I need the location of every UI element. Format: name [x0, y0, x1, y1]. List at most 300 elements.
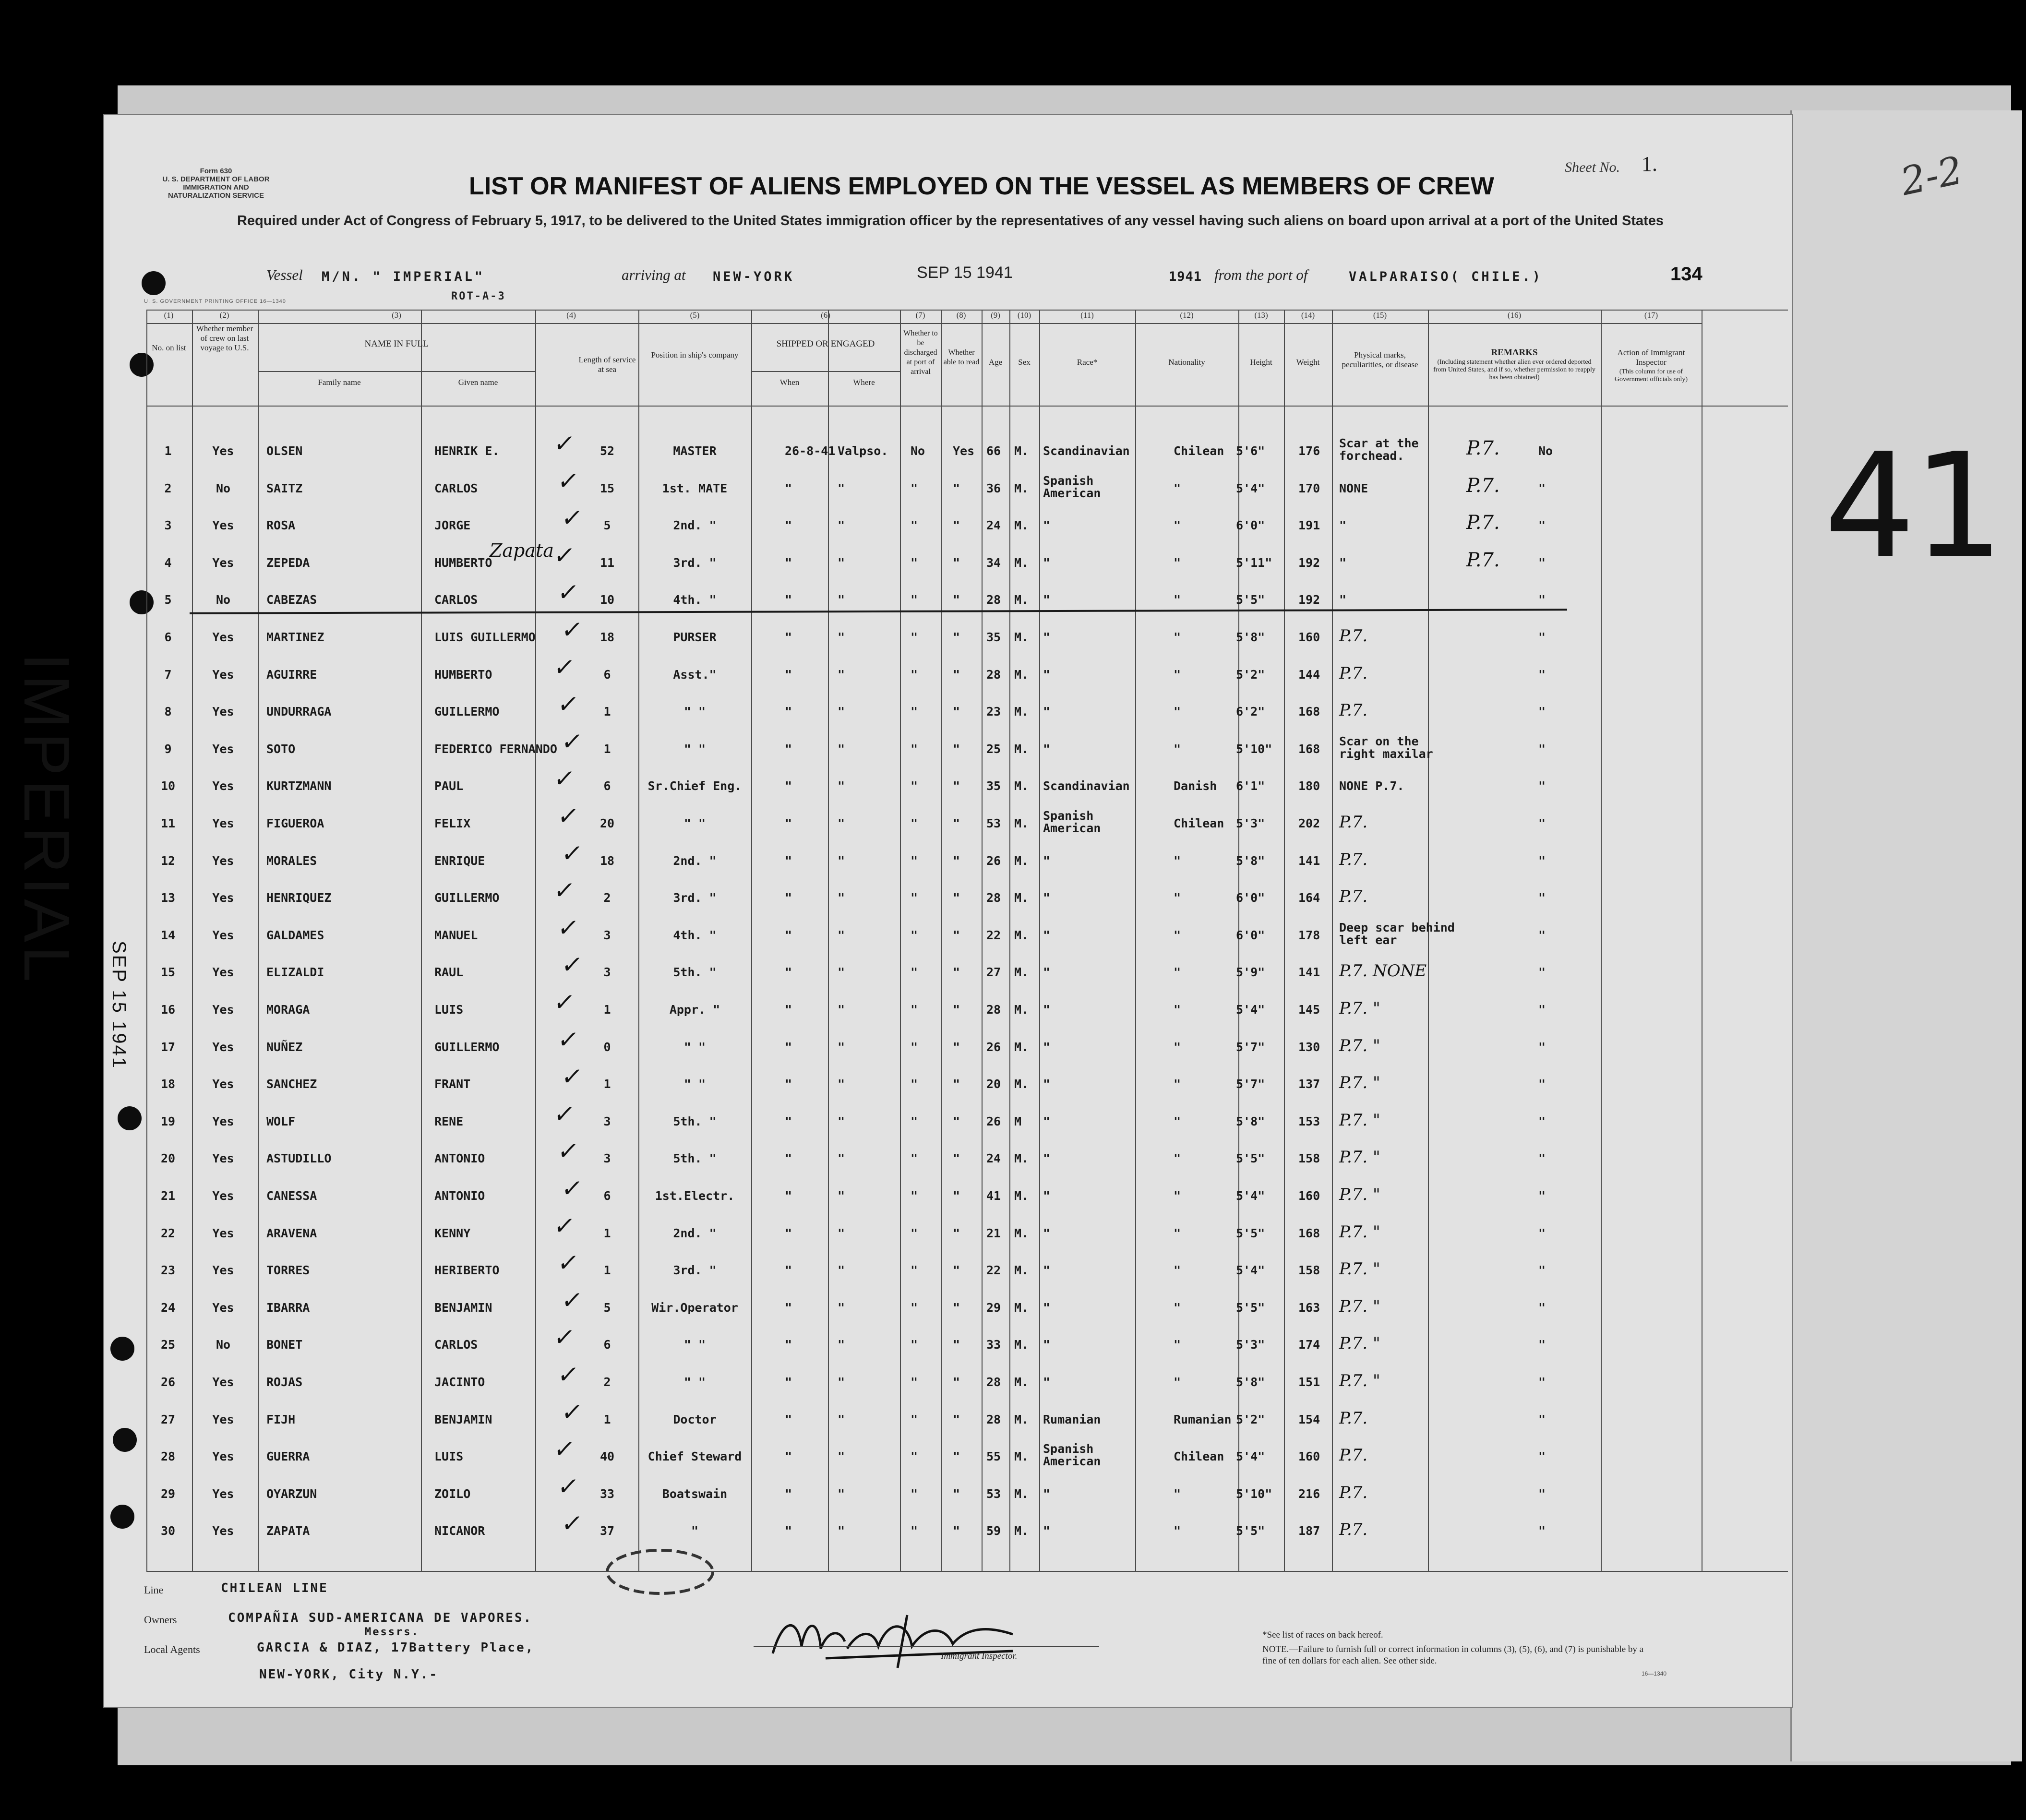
row-service-length: 3 — [603, 1151, 611, 1166]
row-sex: M. — [1014, 1412, 1029, 1426]
row-remarks: P.7. — [1466, 512, 1500, 534]
row-position: " " — [683, 1338, 706, 1352]
vessel-label: Vessel — [266, 266, 303, 283]
row-shipped-when: " — [785, 593, 792, 607]
checkmark-icon: ✓ — [559, 1174, 585, 1202]
row-service-length: 3 — [603, 1114, 611, 1128]
row-given-name: HENRIK E. — [434, 444, 500, 458]
row-sex: M. — [1014, 705, 1029, 719]
city-value: NEW-YORK, City N.Y.- — [259, 1667, 439, 1682]
row-race: Scandinavian — [1043, 779, 1130, 793]
row-given-name: GUILLERMO — [434, 1040, 500, 1054]
row-able-to-read: " — [953, 481, 960, 495]
row-discharged: " — [911, 667, 918, 682]
row-shipped-when: " — [785, 1003, 792, 1017]
row-shipped-where: " — [838, 742, 845, 756]
row-age: 66 — [986, 444, 1001, 458]
binder-hole — [142, 271, 166, 295]
row-age: 24 — [986, 1151, 1001, 1166]
row-nationality: Rumanian — [1174, 1412, 1232, 1426]
row-sex: M. — [1014, 779, 1029, 793]
row-service-length: 2 — [603, 891, 611, 905]
col-read-header: Whether able to read — [943, 348, 980, 366]
row-shipped-where: " — [838, 481, 845, 495]
row-height: 6'1" — [1236, 779, 1265, 793]
row-race: " — [1043, 1300, 1051, 1315]
row-weight: 191 — [1298, 518, 1320, 533]
row-service-length: 6 — [603, 779, 611, 793]
row-able-to-read: " — [953, 593, 960, 607]
row-shipped-where: " — [838, 928, 845, 942]
row-number: 6 — [164, 630, 172, 644]
margin-imperial-stamp: IMPERIAL — [11, 653, 83, 986]
row-physical-marks: P.7. " — [1339, 1073, 1380, 1093]
row-weight: 178 — [1298, 928, 1320, 942]
row-last-voyage: No — [216, 481, 231, 495]
checkmark-icon: ✓ — [555, 1472, 581, 1500]
row-shipped-when: " — [785, 1375, 792, 1389]
row-race: " — [1043, 1040, 1051, 1054]
ink-stamp-mark — [598, 1543, 722, 1601]
row-remarks-ditto: " — [1538, 1338, 1546, 1352]
row-sex: M. — [1014, 1226, 1029, 1240]
zepeda-handwritten-correction: Zapata — [490, 540, 554, 561]
row-weight: 168 — [1298, 742, 1320, 756]
row-nationality: " — [1174, 1077, 1181, 1091]
row-number: 13 — [160, 891, 176, 905]
checkmark-icon: ✓ — [559, 504, 585, 532]
row-height: 6'0" — [1236, 928, 1265, 942]
row-able-to-read: " — [953, 1077, 960, 1091]
column-rule — [638, 310, 639, 1572]
row-number: 14 — [160, 928, 176, 942]
row-shipped-when: " — [785, 1300, 792, 1315]
row-weight: 151 — [1298, 1375, 1320, 1389]
row-nationality: " — [1174, 965, 1181, 980]
row-age: 33 — [986, 1338, 1001, 1352]
row-shipped-when: " — [785, 1114, 792, 1128]
row-race: " — [1043, 1486, 1051, 1501]
row-service-length: 33 — [599, 1486, 615, 1501]
row-service-length: 37 — [599, 1524, 615, 1538]
row-remarks-ditto: " — [1538, 630, 1546, 644]
row-shipped-where: " — [838, 555, 845, 570]
row-last-voyage: Yes — [212, 444, 234, 458]
row-sex: M. — [1014, 481, 1029, 495]
checkmark-icon: ✓ — [555, 1137, 581, 1165]
row-age: 25 — [986, 742, 1001, 756]
col-marks-header: Physical marks, peculiarities, or disease — [1342, 350, 1418, 369]
row-remarks-ditto: " — [1538, 853, 1546, 868]
row-number: 27 — [160, 1412, 176, 1426]
row-position: Wir.Operator — [651, 1300, 738, 1315]
agents-value: GARCIA & DIAZ, 17Battery Place, — [257, 1640, 535, 1655]
row-number: 22 — [160, 1226, 176, 1240]
row-physical-marks: P.7. NONE — [1339, 961, 1427, 981]
checkmark-icon: ✓ — [551, 1100, 577, 1128]
row-weight: 160 — [1298, 1189, 1320, 1203]
row-shipped-when: " — [785, 1151, 792, 1166]
row-position: PURSER — [673, 630, 717, 644]
row-race: " — [1043, 555, 1051, 570]
row-position: 5th. " — [673, 1151, 717, 1166]
row-last-voyage: Yes — [212, 1486, 234, 1501]
row-given-name: PAUL — [434, 779, 464, 793]
row-race: Scandinavian — [1043, 444, 1130, 458]
row-height: 5'5" — [1236, 1300, 1265, 1315]
row-discharged: " — [911, 630, 918, 644]
row-number: 28 — [160, 1449, 176, 1464]
row-given-name: BENJAMIN — [434, 1300, 492, 1315]
row-last-voyage: Yes — [212, 1114, 234, 1128]
row-discharged: " — [911, 1003, 918, 1017]
row-shipped-when: " — [785, 705, 792, 719]
row-discharged: " — [911, 1300, 918, 1315]
row-family-name: MORAGA — [266, 1003, 310, 1017]
row-race: " — [1043, 891, 1051, 905]
row-position: 3rd. " — [673, 555, 717, 570]
row-shipped-where: " — [838, 1114, 845, 1128]
col-when-header: When — [779, 378, 800, 387]
inspector-label: Immigrant Inspector. — [941, 1651, 1018, 1661]
row-weight: 163 — [1298, 1300, 1320, 1315]
row-last-voyage: Yes — [212, 1449, 234, 1464]
row-able-to-read: " — [953, 1114, 960, 1128]
row-weight: 141 — [1298, 965, 1320, 980]
row-last-voyage: Yes — [212, 1300, 234, 1315]
row-physical-marks: P.7. " — [1339, 1259, 1380, 1279]
row-position: 5th. " — [673, 965, 717, 980]
row-sex: M. — [1014, 1338, 1029, 1352]
row-remarks-ditto: " — [1538, 779, 1546, 793]
row-race: " — [1043, 667, 1051, 682]
row-height: 6'0" — [1236, 891, 1265, 905]
row-shipped-when: " — [785, 1486, 792, 1501]
printer-line: U. S. GOVERNMENT PRINTING OFFICE 16—1340 — [144, 299, 286, 304]
from-port-label: from the port of — [1214, 266, 1308, 283]
row-physical-marks: P.7. " — [1339, 1185, 1380, 1204]
checkmark-icon: ✓ — [555, 690, 581, 718]
row-discharged: " — [911, 593, 918, 607]
row-shipped-when: " — [785, 742, 792, 756]
row-height: 5'10" — [1236, 742, 1272, 756]
row-height: 6'2" — [1236, 705, 1265, 719]
row-sex: M. — [1014, 742, 1029, 756]
row-remarks-ditto: No — [1538, 444, 1553, 458]
checkmark-icon: ✓ — [551, 1323, 577, 1352]
row-nationality: " — [1174, 1003, 1181, 1017]
row-shipped-when: " — [785, 853, 792, 868]
row-family-name: FIGUEROA — [266, 816, 324, 830]
row-race: " — [1043, 593, 1051, 607]
row-height: 5'7" — [1236, 1040, 1265, 1054]
row-position: " " — [683, 742, 706, 756]
row-remarks-ditto: " — [1538, 928, 1546, 942]
checkmark-icon: ✓ — [559, 727, 585, 755]
row-last-voyage: Yes — [212, 965, 234, 980]
row-shipped-when: " — [785, 1524, 792, 1538]
row-given-name: CARLOS — [434, 481, 478, 495]
row-physical-marks: P.7. " — [1339, 1148, 1380, 1167]
row-number: 11 — [160, 816, 176, 830]
row-given-name: GUILLERMO — [434, 891, 500, 905]
row-nationality: Chilean — [1174, 1449, 1224, 1464]
row-shipped-where: " — [838, 816, 845, 830]
row-discharged: " — [911, 928, 918, 942]
row-discharged: " — [911, 518, 918, 533]
row-discharged: " — [911, 1486, 918, 1501]
row-last-voyage: Yes — [212, 816, 234, 830]
row-discharged: " — [911, 1375, 918, 1389]
row-physical-marks: P.7. — [1339, 1483, 1368, 1502]
row-service-length: 1 — [603, 1263, 611, 1278]
row-family-name: ROJAS — [266, 1375, 303, 1389]
col-no-header: No. on list — [152, 343, 186, 352]
row-race: " — [1043, 1151, 1051, 1166]
row-discharged: " — [911, 853, 918, 868]
row-able-to-read: " — [953, 816, 960, 830]
row-number: 9 — [164, 742, 172, 756]
row-number: 16 — [160, 1003, 176, 1017]
inspector-signature — [763, 1601, 1032, 1673]
row-physical-marks: P.7. — [1339, 1408, 1368, 1428]
row-shipped-where: " — [838, 1338, 845, 1352]
col-nationality-header: Nationality — [1168, 358, 1205, 367]
row-given-name: NICANOR — [434, 1524, 485, 1538]
row-service-length: 20 — [599, 816, 615, 830]
row-sex: M. — [1014, 555, 1029, 570]
column-rule — [258, 310, 259, 1572]
row-height: 5'4" — [1236, 1189, 1265, 1203]
row-family-name: ZEPEDA — [266, 555, 310, 570]
row-sex: M. — [1014, 1263, 1029, 1278]
rot-code: ROT-A-3 — [451, 290, 506, 302]
row-last-voyage: Yes — [212, 667, 234, 682]
row-able-to-read: " — [953, 928, 960, 942]
row-service-length: 18 — [599, 853, 615, 868]
row-given-name: FELIX — [434, 816, 471, 830]
row-age: 28 — [986, 1003, 1001, 1017]
col-1-number: (1) — [164, 311, 174, 320]
row-able-to-read: " — [953, 965, 960, 980]
row-given-name: HUMBERTO — [434, 667, 492, 682]
row-age: 36 — [986, 481, 1001, 495]
row-shipped-when: 26-8-41 — [785, 444, 836, 458]
row-discharged: " — [911, 742, 918, 756]
row-shipped-where: " — [838, 593, 845, 607]
column-rule — [900, 310, 901, 1572]
col-age-header: Age — [988, 358, 1003, 367]
row-age: 22 — [986, 1263, 1001, 1278]
row-last-voyage: Yes — [212, 1412, 234, 1426]
row-nationality: " — [1174, 1040, 1181, 1054]
row-physical-marks: NONE P.7. — [1339, 779, 1404, 793]
row-discharged: " — [911, 965, 918, 980]
row-weight: 154 — [1298, 1412, 1320, 1426]
row-last-voyage: Yes — [212, 555, 234, 570]
row-age: 26 — [986, 853, 1001, 868]
form-identifier — [154, 167, 278, 200]
row-shipped-where: " — [838, 667, 845, 682]
arrival-date-stamp: SEP 15 1941 — [917, 263, 1013, 282]
col-given-header: Given name — [458, 378, 498, 387]
row-remarks-ditto: " — [1538, 593, 1546, 607]
row-race: " — [1043, 965, 1051, 980]
row-remarks-ditto: " — [1538, 1189, 1546, 1203]
row-number: 24 — [160, 1300, 176, 1315]
row-sex: M. — [1014, 928, 1029, 942]
row-shipped-when: " — [785, 816, 792, 830]
row-number: 12 — [160, 853, 176, 868]
row-weight: 187 — [1298, 1524, 1320, 1538]
row-age: 24 — [986, 518, 1001, 533]
row-shipped-where: " — [838, 853, 845, 868]
col-16-number: (16) — [1507, 311, 1522, 320]
row-last-voyage: Yes — [212, 928, 234, 942]
row-able-to-read: " — [953, 1486, 960, 1501]
row-nationality: " — [1174, 1263, 1181, 1278]
row-height: 5'4" — [1236, 1449, 1265, 1464]
row-discharged: " — [911, 1338, 918, 1352]
row-last-voyage: Yes — [212, 1040, 234, 1054]
row-age: 26 — [986, 1040, 1001, 1054]
row-discharged: " — [911, 481, 918, 495]
origin-port: VALPARAISO( CHILE.) — [1349, 269, 1543, 284]
row-nationality: " — [1174, 1524, 1181, 1538]
checkmark-icon: ✓ — [555, 1361, 581, 1389]
row-sex: M. — [1014, 1151, 1029, 1166]
row-shipped-when: " — [785, 518, 792, 533]
row-weight: 158 — [1298, 1151, 1320, 1166]
row-age: 21 — [986, 1226, 1001, 1240]
checkmark-icon: ✓ — [555, 467, 581, 495]
arriving-label: arriving at — [622, 266, 686, 283]
row-able-to-read: " — [953, 1300, 960, 1315]
margin-date-stamp: SEP 15 1941 — [108, 941, 130, 1070]
crew-table — [146, 310, 1788, 1572]
row-nationality: " — [1174, 891, 1181, 905]
row-family-name: IBARRA — [266, 1300, 310, 1315]
row-shipped-when: " — [785, 1449, 792, 1464]
row-position: Sr.Chief Eng. — [647, 779, 742, 793]
row-sex: M. — [1014, 630, 1029, 644]
row-height: 5'11" — [1236, 555, 1272, 570]
row-sex: M. — [1014, 1486, 1029, 1501]
row-service-length: 15 — [599, 481, 615, 495]
row-position: 5th. " — [673, 1114, 717, 1128]
col-7-number: (7) — [915, 311, 925, 320]
row-able-to-read: " — [953, 555, 960, 570]
row-shipped-when: " — [785, 1077, 792, 1091]
column-rule — [146, 310, 147, 1572]
column-rule — [1601, 310, 1602, 1572]
row-last-voyage: Yes — [212, 1151, 234, 1166]
row-shipped-when: " — [785, 1040, 792, 1054]
row-number: 25 — [160, 1338, 176, 1352]
col-6-number: (6) — [821, 311, 830, 320]
row-family-name: ROSA — [266, 518, 296, 533]
row-able-to-read: Yes — [953, 444, 975, 458]
col-2-number: (2) — [219, 311, 229, 320]
row-shipped-when: " — [785, 1263, 792, 1278]
row-last-voyage: Yes — [212, 1003, 234, 1017]
checkmark-icon: ✓ — [551, 541, 577, 569]
row-race: " — [1043, 630, 1051, 644]
row-nationality: " — [1174, 593, 1181, 607]
col-9-number: (9) — [991, 311, 1000, 320]
row-able-to-read: " — [953, 630, 960, 644]
row-weight: 192 — [1298, 593, 1320, 607]
row-rule — [146, 406, 1788, 407]
row-service-length: 10 — [599, 593, 615, 607]
corner-handwritten-note: 2-2 — [1896, 147, 1967, 204]
row-nationality: Chilean — [1174, 816, 1224, 830]
row-able-to-read: " — [953, 1226, 960, 1240]
row-remarks-ditto: " — [1538, 1300, 1546, 1315]
row-given-name: HUMBERTO — [434, 555, 492, 570]
row-shipped-where: " — [838, 1486, 845, 1501]
row-family-name: MARTINEZ — [266, 630, 324, 644]
checkmark-icon: ✓ — [555, 1249, 581, 1277]
row-height: 5'8" — [1236, 1114, 1265, 1128]
row-last-voyage: Yes — [212, 1189, 234, 1203]
row-discharged: " — [911, 1114, 918, 1128]
form-code: 16—1340 — [1642, 1670, 1667, 1677]
row-weight: 160 — [1298, 1449, 1320, 1464]
col-10-number: (10) — [1017, 311, 1031, 320]
row-remarks-ditto: " — [1538, 1226, 1546, 1240]
row-physical-marks: P.7. " — [1339, 1296, 1380, 1316]
row-nationality: " — [1174, 630, 1181, 644]
page-subtitle: Required under Act of Congress of February 5, 1917, to be delivered to the United States immigration officer by the representatives of any vessel having such aliens on board upon arrival at a port of the United States — [237, 213, 1664, 228]
col-3-number: (3) — [392, 311, 401, 320]
row-sex: M. — [1014, 816, 1029, 830]
row-service-length: 2 — [603, 1375, 611, 1389]
row-given-name: JACINTO — [434, 1375, 485, 1389]
checkmark-icon: ✓ — [559, 616, 585, 644]
row-remarks-ditto: " — [1538, 555, 1546, 570]
row-weight: 145 — [1298, 1003, 1320, 1017]
checkmark-icon: ✓ — [559, 951, 585, 979]
row-able-to-read: " — [953, 1040, 960, 1054]
row-number: 29 — [160, 1486, 176, 1501]
row-race: " — [1043, 1375, 1051, 1389]
line-value: CHILEAN LINE — [221, 1581, 328, 1595]
row-nationality: " — [1174, 1375, 1181, 1389]
row-nationality: " — [1174, 705, 1181, 719]
row-family-name: NUÑEZ — [266, 1040, 303, 1054]
col-8-number: (8) — [956, 311, 966, 320]
row-last-voyage: Yes — [212, 779, 234, 793]
checkmark-icon: ✓ — [555, 578, 581, 607]
row-number: 19 — [160, 1114, 176, 1128]
row-sex: M. — [1014, 1375, 1029, 1389]
column-rule — [828, 310, 829, 1572]
row-able-to-read: " — [953, 1189, 960, 1203]
row-age: 27 — [986, 965, 1001, 980]
row-remarks-ditto: " — [1538, 705, 1546, 719]
row-age: 26 — [986, 1114, 1001, 1128]
row-given-name: RAUL — [434, 965, 464, 980]
row-position: " — [691, 1524, 699, 1538]
row-nationality: " — [1174, 1189, 1181, 1203]
col-inspector-header: Action of Immigrant Inspector — [1617, 348, 1685, 367]
row-remarks-ditto: " — [1538, 1263, 1546, 1278]
row-weight: 180 — [1298, 779, 1320, 793]
row-weight: 216 — [1298, 1486, 1320, 1501]
row-age: 28 — [986, 891, 1001, 905]
col-race-header: Race* — [1077, 358, 1098, 367]
